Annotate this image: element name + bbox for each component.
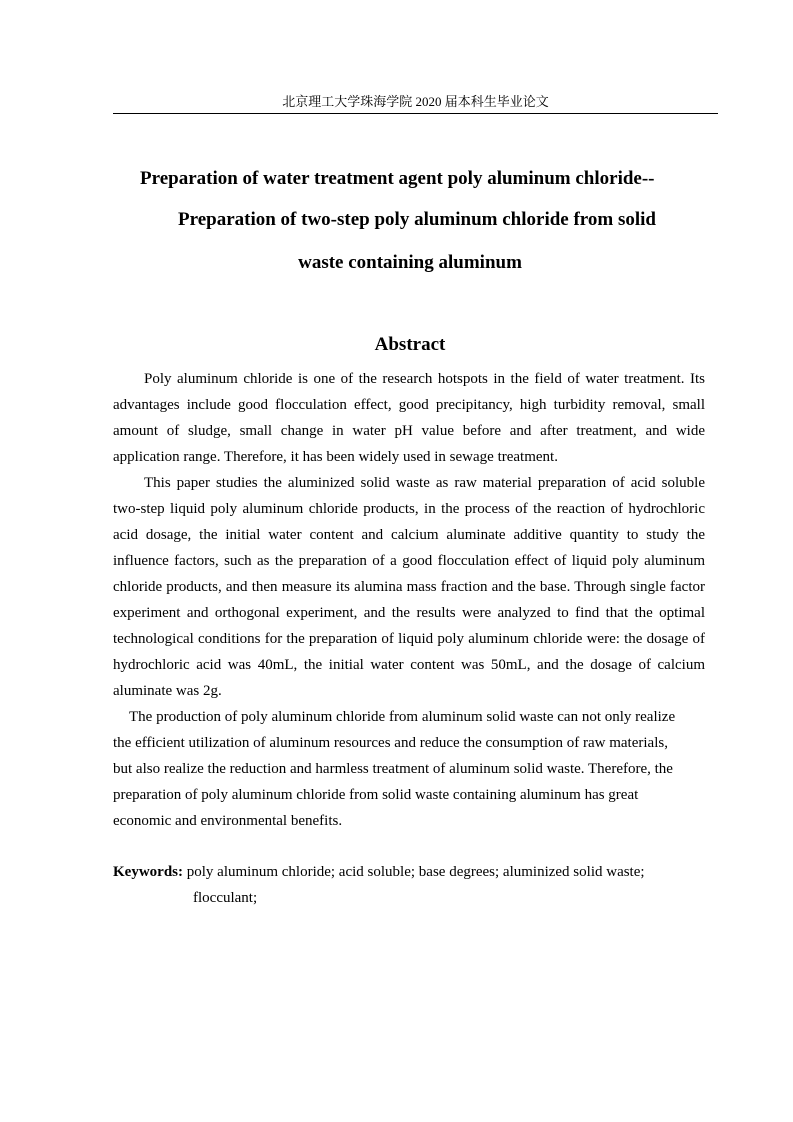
keywords-list: poly aluminum chloride; acid soluble; base degrees; aluminized solid waste; — [186, 864, 645, 880]
title-line-1: Preparation of water treatment agent poly aluminum chloride-- — [140, 168, 655, 189]
title-line-2: Preparation of two-step poly aluminum chloride from solid — [178, 209, 656, 230]
abstract-paragraph-3: The production of poly aluminum chloride from aluminum solid waste can not only realize the efficient utilization of aluminum resources and reduce the consumption of raw materials, but also realize the reduction and harmless treatment of aluminum solid waste. Therefore, the preparation of poly aluminum chloride from solid waste containing aluminum has great economic and environmental benefits. — [113, 709, 676, 829]
abstract-paragraph-2: This paper studies the aluminized solid waste as raw material preparation of acid soluble two-step liquid poly aluminum chloride products, in the process of the reaction of hydrochloric acid dosage, the initial water content and calcium aluminate additive quantity to study the influence factors, such as the preparation of a good flocculation effect of liquid poly aluminum chloride products, and then measure its alumina mass fraction and the base. Through single factor experiment and orthogonal experiment, and the results were analyzed to find that the optimal technological conditions for the preparation of liquid poly aluminum chloride were: the dosage of hydrochloric acid was 40mL, the initial water content was 50mL, and the dosage of calcium aluminate was 2g. — [113, 475, 705, 699]
keywords-continuation: flocculant; — [193, 890, 258, 906]
abstract-paragraph-1: Poly aluminum chloride is one of the research hotspots in the field of water treatment. Its advantages include good flocculation effect, good precipitancy, high turbidity removal, small amount of sludge, small change in water pH value before and after treatment, and wide application range. Therefore, it has been widely used in sewage treatment. — [113, 371, 705, 465]
keywords-label: Keywords: — [113, 864, 183, 880]
title-line-3: waste containing aluminum — [298, 252, 522, 273]
keywords-block — [113, 859, 713, 885]
abstract-heading: Abstract — [374, 334, 446, 355]
page-header: 北京理工大学珠海学院 2020 届本科生毕业论文 — [282, 94, 549, 109]
header-divider — [113, 113, 718, 114]
